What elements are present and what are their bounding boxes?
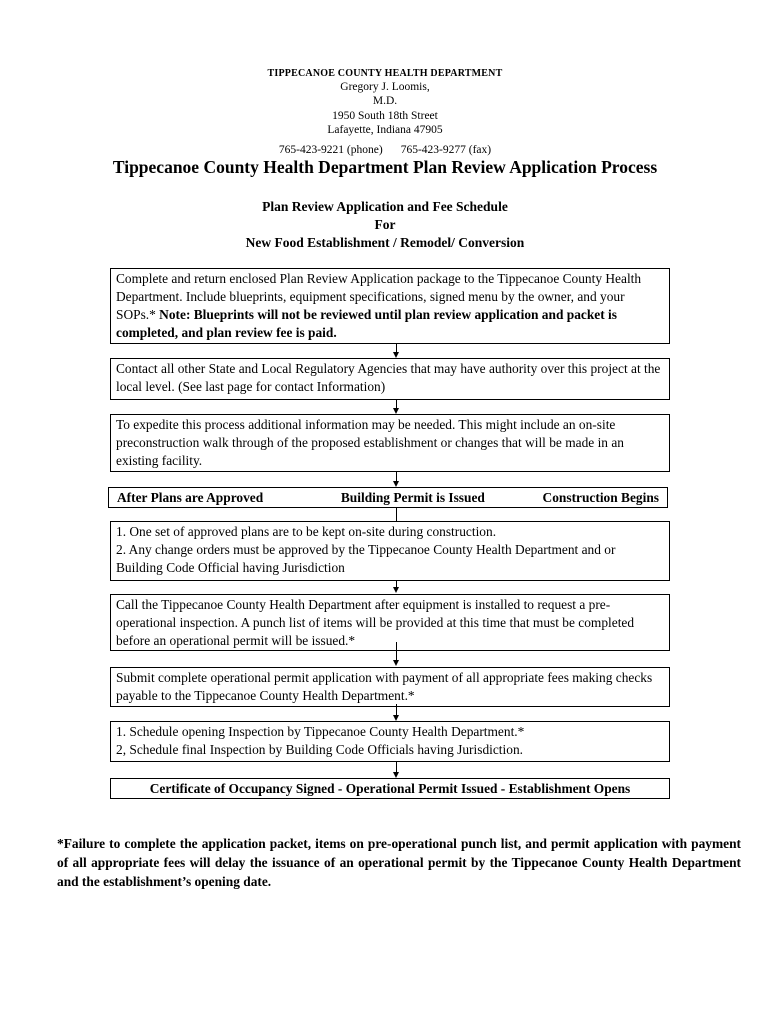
- subtitle-line-1: Plan Review Application and Fee Schedule: [262, 199, 508, 214]
- step-approval-construction: [108, 487, 668, 508]
- step-1-note: Note: Blueprints will not be reviewed until plan review application and packet is completed, and plan review fee is paid.: [116, 307, 617, 340]
- step-operational-permit-application: Submit complete operational permit application with payment of all appropriate fees making checks payable to the Tippecanoe County Health Department.*: [110, 667, 670, 707]
- step-1-text: Complete and return enclosed Plan Review Application package to the Tippecanoe County Health Department. Include blueprints, equipment specifications, signed menu by the owner, and your SOPs.*: [116, 271, 642, 322]
- subtitle-line-3: New Food Establishment / Remodel/ Conversion: [245, 235, 525, 250]
- footnote: *Failure to complete the application packet, items on pre-operational punch list, and permit application with payment of all appropriate fees will delay the issuance of an operational permit by the Tippecanoe County Health Department and the establishment’s opening date.: [57, 836, 741, 889]
- subtitle-line-2: For: [374, 217, 396, 232]
- step-5-line-2: 2. Any change orders must be approved by the Tippecanoe County Health Department and or Building Code Official having Jurisdiction: [116, 542, 616, 575]
- director-credential: M.D.: [372, 95, 398, 107]
- step-construction-rules: [110, 521, 670, 581]
- step-schedule-inspections: [110, 721, 670, 762]
- contact-line: [0, 143, 770, 157]
- street-address: 1950 South 18th Street: [332, 110, 438, 122]
- page-title: Tippecanoe County Health Department Plan Review Application Process: [112, 157, 658, 177]
- step-pre-operational-inspection: Call the Tippecanoe County Health Department after equipment is installed to request a pre-operational inspection. A punch list of items will be provided at this time that must be completed before an operational permit will be issued.*: [110, 594, 670, 651]
- step-4-construction: Construction Begins: [542, 490, 659, 505]
- director-name: Gregory J. Loomis,: [340, 81, 430, 93]
- step-contact-agencies: Contact all other State and Local Regulatory Agencies that may have authority over this project at the local level. (See last page for contact Information): [110, 358, 670, 400]
- step-4-approved: After Plans are Approved: [117, 490, 264, 505]
- fax-number: 765-423-9277 (fax): [400, 144, 492, 156]
- step-4-permit: Building Permit is Issued: [340, 490, 485, 505]
- step-8-line-1: 1. Schedule opening Inspection by Tippecanoe County Health Department.*: [116, 724, 525, 739]
- step-additional-info: To expedite this process additional information may be needed. This might include an on-site preconstruction walk through of the proposed establishment or changes that will be made in an existing facility.: [110, 414, 670, 472]
- step-5-line-1: 1. One set of approved plans are to be kept on-site during construction.: [116, 524, 497, 539]
- organization-name: TIPPECANOE COUNTY HEALTH DEPARTMENT: [267, 68, 503, 79]
- city-address: Lafayette, Indiana 47905: [327, 124, 443, 136]
- step-8-line-2: 2, Schedule final Inspection by Building Code Officials having Jurisdiction.: [116, 742, 523, 757]
- phone-number: 765-423-9221 (phone): [278, 144, 383, 156]
- step-submit-application: [110, 268, 670, 344]
- step-establishment-opens: Certificate of Occupancy Signed - Operational Permit Issued - Establishment Opens: [110, 778, 670, 799]
